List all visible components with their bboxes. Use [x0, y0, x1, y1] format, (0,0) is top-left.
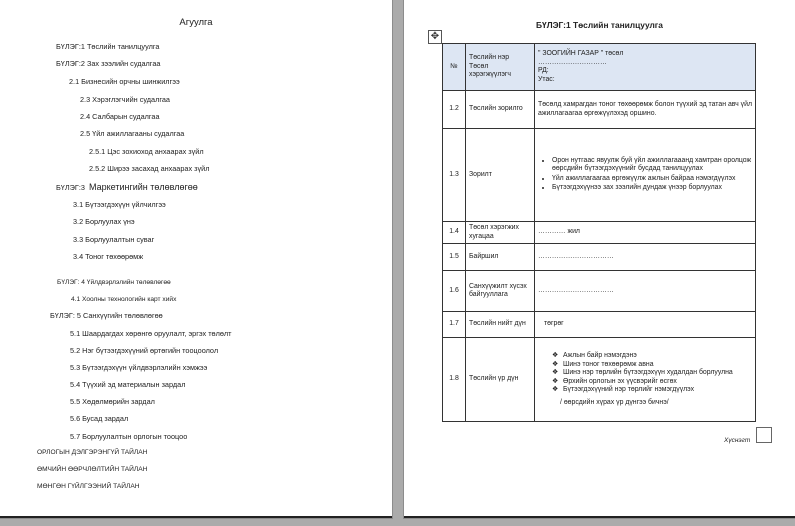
- table-row: [443, 44, 756, 91]
- list-item: ❖ Өрхийн орлогын эх үүсвэрийг өсгөх: [563, 378, 752, 387]
- row-label: Байршил: [466, 244, 535, 271]
- row-label: Төслийн үр дүн: [466, 338, 535, 422]
- row-value[interactable]: төгрөг: [535, 312, 756, 338]
- table-row: [443, 222, 756, 244]
- toc-entry-cashflow-statement[interactable]: МӨНГӨН ГҮЙЛГЭЭНИЙ ТАЙЛАН: [37, 483, 140, 490]
- toc-entry-chapter-3-title: Маркетингийн төлөвлөгөө: [88, 182, 198, 192]
- register-number-line: РД:: [538, 67, 549, 74]
- phone-line: Утас:: [538, 75, 555, 83]
- row-value[interactable]: ……………………………: [535, 244, 756, 271]
- page-bottom-edge: [0, 516, 392, 518]
- row-label: Зорилт: [466, 129, 535, 222]
- toc-entry-chapter-3-number: БҮЛЭГ:3: [56, 183, 85, 192]
- list-item: • Үйл ажиллагаагаа өргөжүүлж ажлын байраа нэмэгдүүлэх: [552, 175, 752, 184]
- toc-entry-5-4[interactable]: 5.4 Түүхий эд материалын зардал: [70, 380, 186, 389]
- toc-entry-2-5[interactable]: 2.5 Үйл ажиллагааны судалгаа: [80, 129, 185, 138]
- table-row: [443, 91, 756, 129]
- toc-entry-2-3[interactable]: 2.3 Хэрэглэгчийн судалгаа: [80, 95, 170, 104]
- table-move-handle-icon[interactable]: ✥: [428, 30, 442, 44]
- row-number: 1.3: [443, 129, 466, 222]
- row-label: Төслийн нийт дүн: [466, 312, 535, 338]
- row-label: Төслийн зорилго: [466, 91, 535, 129]
- toc-entry-2-5-2[interactable]: 2.5.2 Ширээ засахад анхаарах зүйл: [89, 164, 210, 173]
- toc-entry-5-7[interactable]: 5.7 Борлуулалтын орлогын тооцоо: [70, 432, 188, 441]
- toc-entry-3-4[interactable]: 3.4 Тоног төхөөрөмж: [73, 252, 144, 261]
- table-row: [443, 244, 756, 271]
- toc-entry-2-1[interactable]: 2.1 Бизнесийн орчны шинжилгээ: [69, 77, 180, 86]
- list-item: ❖ Шинэ тоног төхөөрөмж авна: [563, 361, 752, 370]
- toc-entry-5-1[interactable]: 5.1 Шаардагдах хөрөнгө оруулалт, эргэх төлөлт: [70, 329, 232, 338]
- page-bottom-edge: [404, 516, 795, 518]
- chapter-1-page: [404, 0, 795, 518]
- toc-entry-chapter-2[interactable]: БҮЛЭГ:2 Зах зээлийн судалгаа: [56, 59, 161, 68]
- toc-entry-2-5-1[interactable]: 2.5.1 Цэс зохиоход анхаарах зүйл: [89, 147, 204, 156]
- table-row: [443, 129, 756, 222]
- toc-entry-3-1[interactable]: 3.1 Бүтээгдэхүүн үйлчилгээ: [73, 200, 166, 209]
- row-number: 1.7: [443, 312, 466, 338]
- table-row: [443, 338, 756, 422]
- objectives-list: [538, 157, 752, 193]
- table-row: [443, 312, 756, 338]
- toc-entry-5-2[interactable]: 5.2 Нэг бүтээгдэхүүний өртөгийн тооцоолол: [70, 346, 219, 355]
- toc-entry-equity-statement[interactable]: ӨМЧИЙН ӨӨРЧЛӨЛТИЙН ТАЙЛАН: [37, 466, 148, 473]
- row-label: Санхүүжилт хүсэх байгууллага: [466, 271, 535, 312]
- row-number: 1.4: [443, 222, 466, 244]
- list-item: • Бүтээгдэхүүнээ зах зээлийн дундаж үнээр борлуулах: [552, 184, 752, 193]
- row-label: Төсөл хэрэгжих хугацаа: [466, 222, 535, 244]
- row-label: Төслийн нэр Төсөл хэрэгжүүлэгч: [466, 44, 535, 91]
- toc-entry-chapter-5[interactable]: БҮЛЭГ: 5 Санхүүгийн төлөвлөгөө: [50, 311, 163, 320]
- toc-title: Агуулга: [179, 17, 213, 28]
- row-value[interactable]: [535, 338, 756, 422]
- project-name-line: " ЗООГИЙН ГАЗАР " төсөл: [538, 50, 624, 57]
- toc-entry-income-statement[interactable]: ОРЛОГЫН ДЭЛГЭРЭНГҮЙ ТАЙЛАН: [37, 449, 148, 456]
- row-value[interactable]: [535, 129, 756, 222]
- toc-entry-5-5[interactable]: 5.5 Хөдөлмөрийн зардал: [70, 397, 155, 406]
- row-value[interactable]: ……………………………: [535, 271, 756, 312]
- toc-entry-3-2[interactable]: 3.2 Борлуулах үнэ: [73, 217, 135, 226]
- results-list: [551, 352, 752, 395]
- row-value[interactable]: Төсөлд хамрагдан тоног төхөөрөмж болон түүхий эд татан авч үйл ажиллагаагаа өргөжүүлэхэд оршино.: [535, 91, 756, 129]
- row-number: 1.2: [443, 91, 466, 129]
- row-number: №: [443, 44, 466, 91]
- toc-entry-5-6[interactable]: 5.6 Бусад зардал: [70, 414, 129, 423]
- list-item: ❖ Бүтээгдэхүүний нэр төрлийг нэмэгдүүлэх: [563, 386, 752, 395]
- chapter-1-title: БҮЛЭГ:1 Төслийн танилцуулга: [536, 20, 663, 30]
- toc-entry-chapter-3[interactable]: [56, 182, 198, 193]
- toc-entry-3-3[interactable]: 3.3 Борлуулалтын суваг: [73, 235, 155, 244]
- toc-entry-5-3[interactable]: 5.3 Бүтээгдэхүүн үйлдвэрлэлийн хэмжээ: [70, 363, 208, 372]
- table-resize-handle[interactable]: [756, 427, 772, 443]
- row-number: 1.5: [443, 244, 466, 271]
- table-row: [443, 271, 756, 312]
- row-number: 1.6: [443, 271, 466, 312]
- toc-entry-chapter-4[interactable]: БҮЛЭГ: 4 Үйлдвэрлэлийн төлөвлөгөө: [57, 279, 171, 286]
- results-note: / өөрсдийн хүрах үр дүнгээ бичнэ/: [560, 398, 669, 406]
- list-item: • Орон нутгаас явуулж буй үйл ажиллагааанд хамтран оролцож өөрсдийн бүтээгдэхүүнийг бусдад танилцуулах: [552, 157, 752, 174]
- project-intro-table: [442, 43, 756, 422]
- project-name-dots: …………………………: [538, 58, 607, 66]
- list-item: ❖ Шинэ нэр төрлийн бүтээгдэхүүн худалдан борлуулна: [563, 369, 752, 378]
- toc-entry-chapter-1[interactable]: БҮЛЭГ:1 Төслийн танилцуулга: [56, 42, 160, 51]
- row-number: 1.8: [443, 338, 466, 422]
- toc-entry-4-1[interactable]: 4.1 Хоолны технологийн карт хийх: [71, 296, 177, 303]
- row-value[interactable]: [535, 44, 756, 91]
- toc-entry-2-4[interactable]: 2.4 Салбарын судалгаа: [80, 112, 160, 121]
- list-item: ❖ Ажлын байр нэмэгдэнэ: [563, 352, 752, 361]
- row-value[interactable]: ………… жил: [535, 222, 756, 244]
- table-caption-label: Хүснэгт: [724, 437, 751, 444]
- toc-page: [0, 0, 392, 518]
